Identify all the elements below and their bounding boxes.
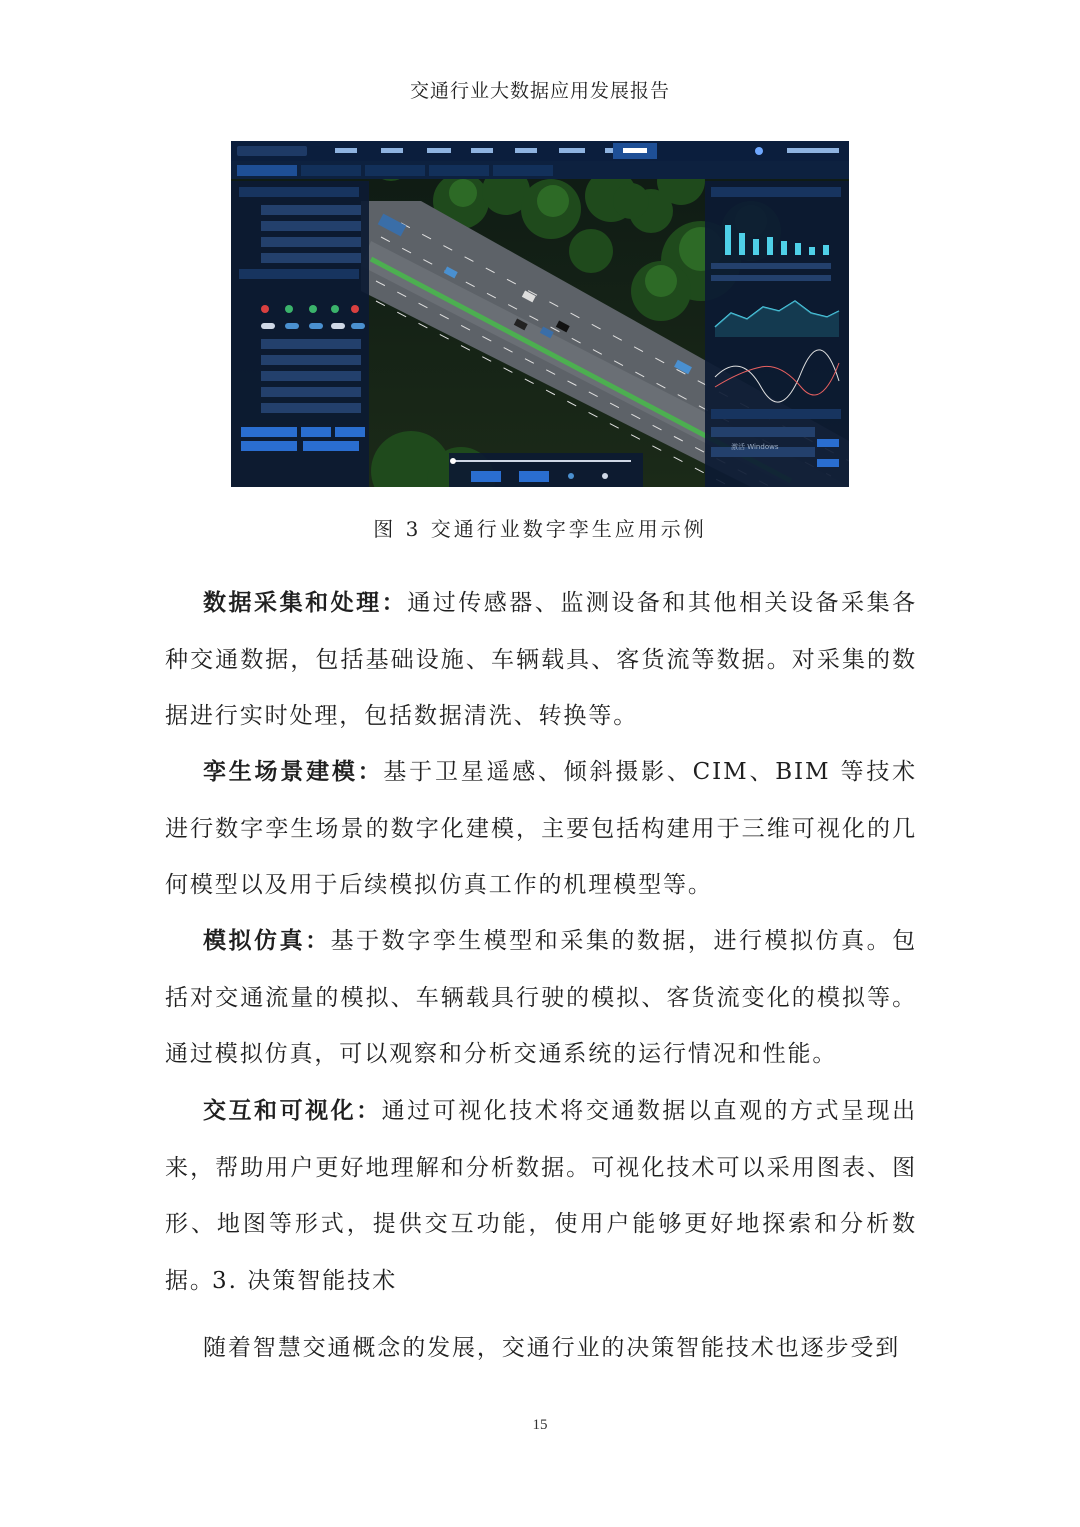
section-heading: 3. 决策智能技术 [212, 1268, 398, 1294]
left-action-button[interactable] [241, 427, 297, 437]
paragraph-data-collection [165, 575, 917, 745]
paragraph-text: 基于卫星遥感、倾斜摄影、CIM、BIM 等技术进行数字孪生场景的数字化建模，主要包括构建用于三维可视化的几何模型以及用于后续模拟仿真工作的机理模型等。 [165, 759, 917, 898]
timeline-slider-handle[interactable] [450, 458, 456, 464]
stop-simulation-button[interactable] [519, 471, 549, 482]
paragraph-simulation [165, 913, 917, 1083]
windows-watermark: 激活 Windows [731, 443, 779, 451]
left-action-button[interactable] [335, 427, 365, 437]
figure-digital-twin-screenshot [231, 141, 849, 487]
start-simulation-button[interactable] [471, 471, 501, 482]
paragraph-twin-modeling [165, 744, 917, 914]
left-action-button[interactable] [241, 441, 297, 451]
paragraph-text: 基于数字孪生模型和采集的数据，进行模拟仿真。包括对交通流量的模拟、车辆载具行驶的模拟、客货流变化的模拟等。通过模拟仿真，可以观察和分析交通系统的运行情况和性能。 [165, 928, 918, 1067]
page-number: 15 [532, 1417, 548, 1433]
paragraph-decision-intelligence: 随着智慧交通概念的发展，交通行业的决策智能技术也逐步受到 [203, 1335, 901, 1361]
user-avatar-icon [755, 147, 763, 155]
term-label: 孪生场景建模： [203, 758, 384, 785]
figure-caption: 图 3 交通行业数字孪生应用示例 [373, 517, 707, 541]
term-label: 模拟仿真： [203, 927, 331, 954]
term-label: 交互和可视化： [203, 1097, 382, 1124]
digital-twin-ui-illustration [231, 141, 849, 487]
paragraph-text: 通过传感器、监测设备和其他相关设备采集各种交通数据，包括基础设施、车辆载具、客货流等数据。对采集的数据进行实时处理，包括数据清洗、转换等。 [165, 590, 918, 729]
paragraph-text: 通过可视化技术将交通数据以直观的方式呈现出来，帮助用户更好地理解和分析数据。可视化技术可以采用图表、图形、地图等形式，提供交互功能，使用户能够更好地探索和分析数据。 [165, 1098, 917, 1294]
left-action-button[interactable] [303, 441, 359, 451]
running-header: 交通行业大数据应用发展报告 [409, 80, 670, 102]
left-action-button[interactable] [301, 427, 331, 437]
term-label: 数据采集和处理： [203, 589, 408, 616]
